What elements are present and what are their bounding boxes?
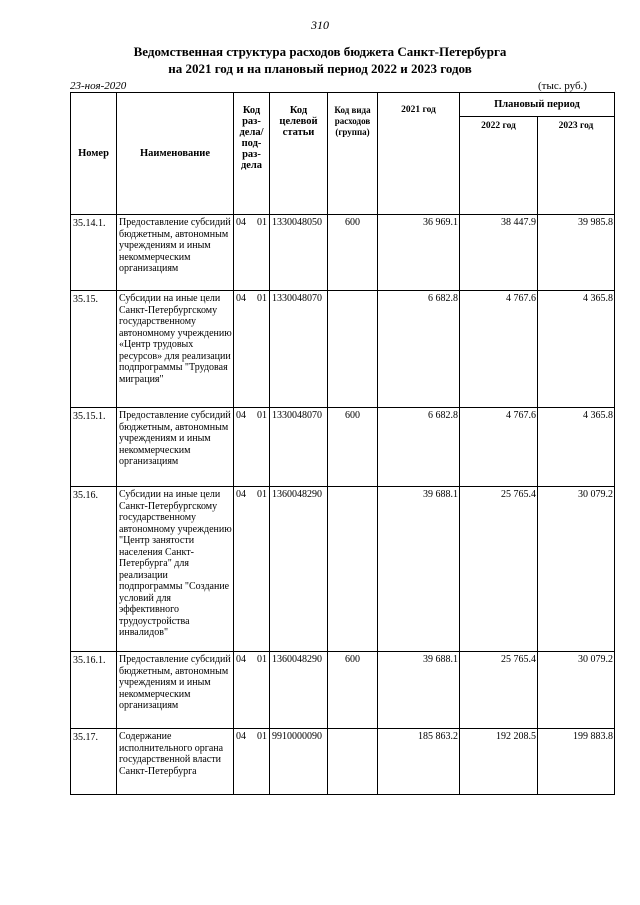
row-2022: 192 208.5: [460, 729, 538, 795]
row-name: Предоставление субсидий бюджетным, автономным учреждениям и иным некоммерческим организациям: [117, 652, 234, 729]
row-2023: 4 365.8: [538, 291, 615, 408]
row-section: 04 01: [234, 652, 270, 729]
row-2021: 6 682.8: [378, 408, 460, 487]
header-2023: 2023 год: [538, 117, 615, 215]
table-row: [71, 215, 615, 291]
row-2021: 185 863.2: [378, 729, 460, 795]
row-2023: 30 079.2: [538, 487, 615, 652]
row-number: 35.16.: [71, 487, 117, 652]
table-row: [71, 487, 615, 652]
row-2021: 36 969.1: [378, 215, 460, 291]
table-row: [71, 291, 615, 408]
page-number: 310: [311, 18, 329, 32]
row-group: [328, 487, 378, 652]
row-2021: 39 688.1: [378, 652, 460, 729]
row-2023: 199 883.8: [538, 729, 615, 795]
row-section: 04 01: [234, 215, 270, 291]
table-row: [71, 729, 615, 795]
row-name: Предоставление субсидий бюджетным, автономным учреждениям и иным некоммерческим организациям: [117, 215, 234, 291]
header-section: Код раз-дела/ под-раз-дела: [234, 93, 270, 215]
row-number: 35.15.: [71, 291, 117, 408]
row-target: 1330048070: [270, 408, 328, 487]
row-target: 9910000090: [270, 729, 328, 795]
row-2022: 4 767.6: [460, 408, 538, 487]
document-title: [0, 43, 640, 77]
budget-table: [70, 92, 615, 795]
row-group: 600: [328, 408, 378, 487]
row-section: 04 01: [234, 487, 270, 652]
document-date: 23-ноя-2020: [70, 80, 127, 92]
title-line-1: Ведомственная структура расходов бюджета Санкт-Петербурга: [133, 44, 507, 59]
row-target: 1360048290: [270, 652, 328, 729]
header-planned-period: Плановый период: [460, 93, 615, 117]
row-2022: 25 765.4: [460, 652, 538, 729]
row-2021: 39 688.1: [378, 487, 460, 652]
row-number: 35.14.1.: [71, 215, 117, 291]
row-section: 04 01: [234, 408, 270, 487]
row-name: Субсидии на иные цели Санкт-Петербургскому государственному автономному учреждению «Центр трудовых ресурсов» для реализации подпрограммы "Трудовая миграция": [117, 291, 234, 408]
row-number: 35.17.: [71, 729, 117, 795]
row-group: 600: [328, 215, 378, 291]
row-2022: 38 447.9: [460, 215, 538, 291]
row-target: 1360048290: [270, 487, 328, 652]
header-2021: 2021 год: [378, 93, 460, 215]
row-number: 35.15.1.: [71, 408, 117, 487]
title-line-2: на 2021 год и на плановый период 2022 и 2023 годов: [168, 61, 472, 76]
header-2022: 2022 год: [460, 117, 538, 215]
row-group: 600: [328, 652, 378, 729]
header-target: Код целевой статьи: [270, 93, 328, 215]
row-section: 04 01: [234, 729, 270, 795]
row-name: Предоставление субсидий бюджетным, автономным учреждениям и иным некоммерческим организациям: [117, 408, 234, 487]
row-2022: 25 765.4: [460, 487, 538, 652]
row-name: Субсидии на иные цели Санкт-Петербургскому государственному автономному учреждению "Центр занятости населения Санкт-Петербурга" для реализации подпрограммы "Создание условий для эффективного трудоустройства инвалидов": [117, 487, 234, 652]
row-group: [328, 291, 378, 408]
row-2021: 6 682.8: [378, 291, 460, 408]
table-row: [71, 408, 615, 487]
header-number: Номер: [71, 93, 117, 215]
row-number: 35.16.1.: [71, 652, 117, 729]
row-2022: 4 767.6: [460, 291, 538, 408]
row-name: Содержание исполнительного органа государственной власти Санкт-Петербурга: [117, 729, 234, 795]
units-label: (тыс. руб.): [538, 80, 587, 92]
table-row: [71, 652, 615, 729]
row-2023: 4 365.8: [538, 408, 615, 487]
row-group: [328, 729, 378, 795]
row-2023: 30 079.2: [538, 652, 615, 729]
row-section: 04 01: [234, 291, 270, 408]
row-2023: 39 985.8: [538, 215, 615, 291]
row-target: 1330048050: [270, 215, 328, 291]
header-expense-type: Код вида расходов (группа): [328, 93, 378, 215]
row-target: 1330048070: [270, 291, 328, 408]
header-name: Наименование: [117, 93, 234, 215]
